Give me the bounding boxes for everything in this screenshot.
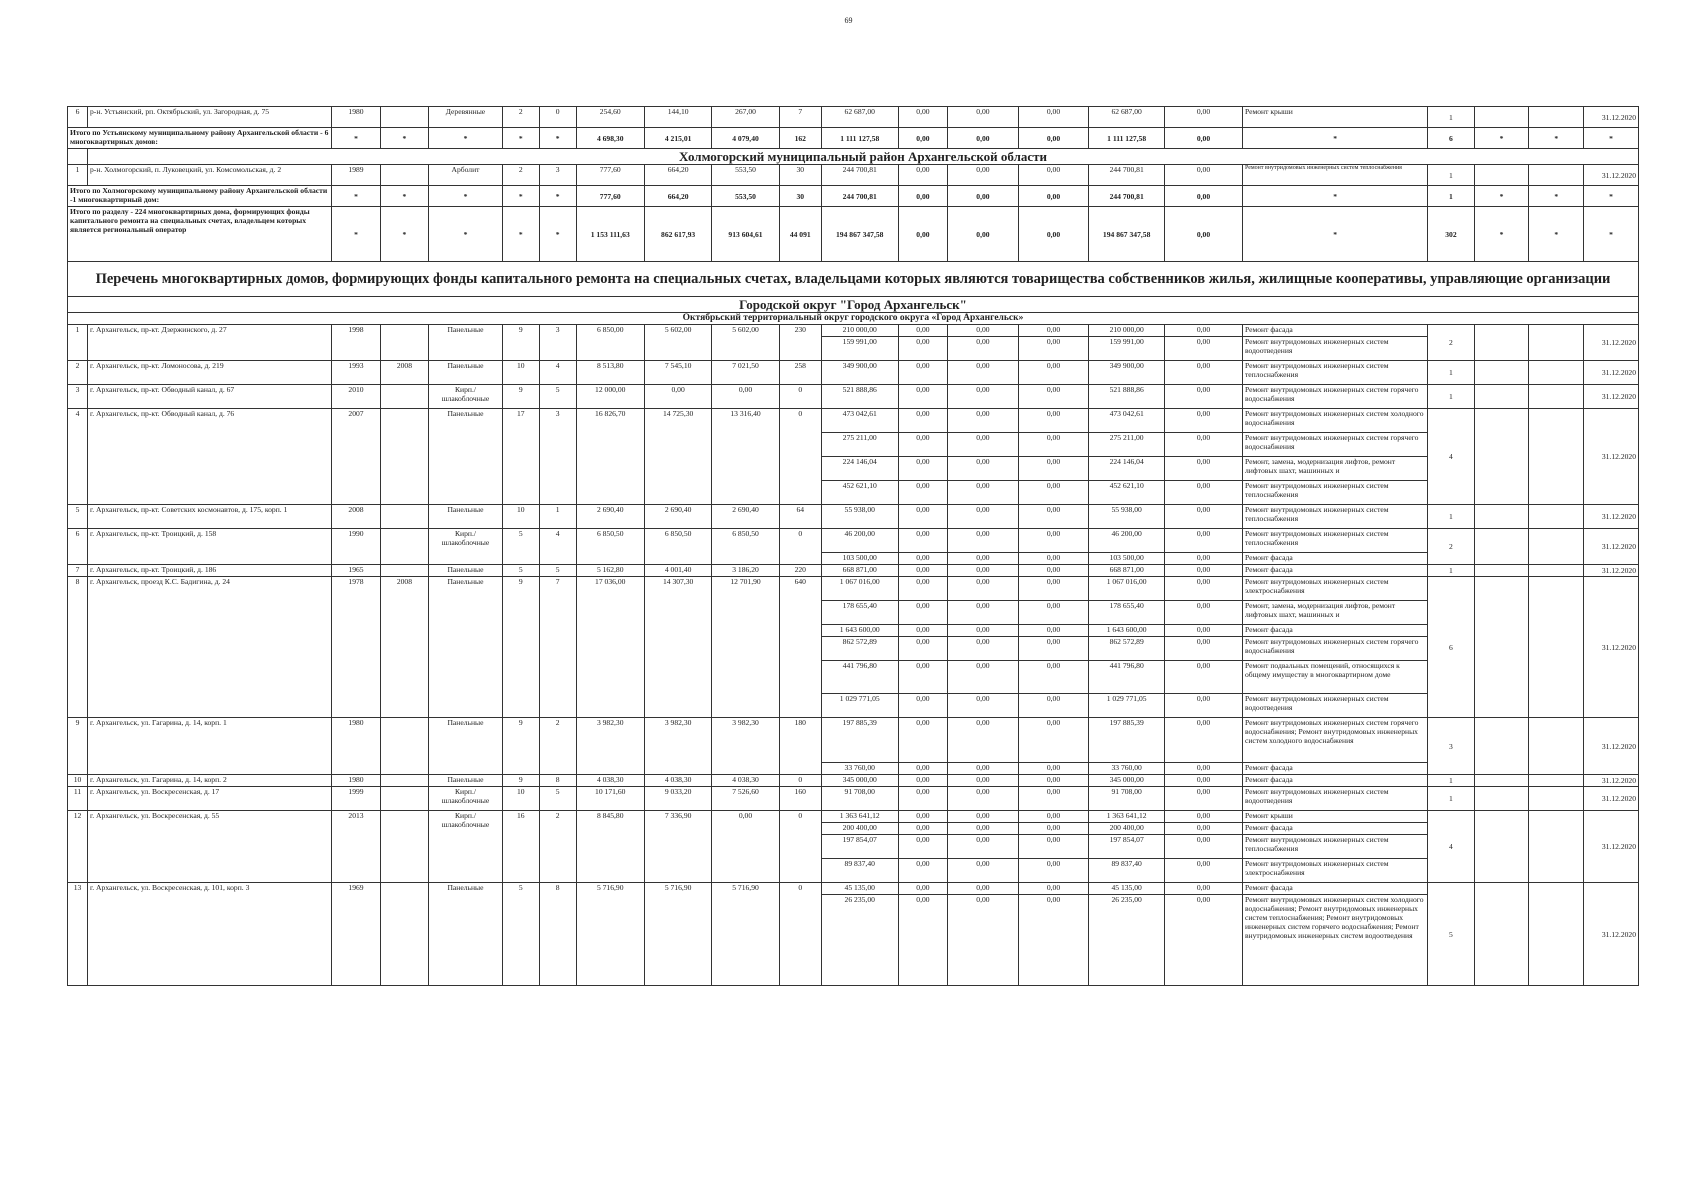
register-table xyxy=(67,106,1639,986)
house-row: 11 г. Архангельск, ул. Воскресенская, д. 17 1999 Кирп./ шлакоблочные 10 5 10 171,60 9 033,20 7 526,60 160 91 708,00 0,00 0,00 0,00 91 708,00 0,00 Ремонт внутридомовых инженерных систем водоотведения 1 31.12.2020 xyxy=(68,787,1639,811)
district-heading: Холмогорский муниципальный район Архангельской области xyxy=(88,149,1639,165)
house-work-row: 224 146,04 0,00 0,00 0,00 224 146,04 0,00 Ремонт, замена, модернизация лифтов, ремонт лифтовых шахт, машинных и xyxy=(68,457,1639,481)
table-row: 6 р-н. Устьянский, рп. Октябрьский, ул. Загородная, д. 75 1980 Деревянные 2 0 254,60 144,10 267,00 7 62 687,00 0,00 0,00 0,00 62 687,00 0,00 Ремонт крыши 1 31.12.2020 xyxy=(68,107,1639,128)
house-work-row: 26 235,00 0,00 0,00 0,00 26 235,00 0,00 Ремонт внутридомовых инженерных систем холодного водоснабжения; Ремонт внутридомовых инженерных систем теплоснабжения; Ремонт внутридомовых инженерных систем горячего водоснабжения; Ремонт внутридомовых инженерных систем водоотведения xyxy=(68,895,1639,986)
house-work-row: 197 854,07 0,00 0,00 0,00 197 854,07 0,00 Ремонт внутридомовых инженерных систем теплоснабжения xyxy=(68,835,1639,859)
page-number: 69 xyxy=(844,16,853,25)
house-row: 8 г. Архангельск, проезд К.С. Бадигина, д. 24 1978 2008 Панельные 9 7 17 036,00 14 307,30 12 701,90 640 1 067 016,00 0,00 0,00 0,00 1 067 016,00 0,00 Ремонт внутридомовых инженерных систем электроснабжения 6 31.12.2020 xyxy=(68,577,1639,601)
house-work-row: 89 837,40 0,00 0,00 0,00 89 837,40 0,00 Ремонт внутридомовых инженерных систем электроснабжения xyxy=(68,859,1639,883)
house-work-row: 441 796,80 0,00 0,00 0,00 441 796,80 0,00 Ремонт подвальных помещений, относящихся к общему имуществу в многоквартирном доме xyxy=(68,661,1639,694)
house-row: 9 г. Архангельск, ул. Гагарина, д. 14, корп. 1 1980 Панельные 9 2 3 982,30 3 982,30 3 982,30 180 197 885,39 0,00 0,00 0,00 197 885,39 0,00 Ремонт внутридомовых инженерных систем горячего водоснабжения; Ремонт внутридомовых инженерных систем холодного водоснабжения 3 31.12.2020 xyxy=(68,718,1639,763)
city-heading: Городской округ "Город Архангельск" xyxy=(68,297,1639,313)
house-row: 4 г. Архангельск, пр-кт. Обводный канал, д. 76 2007 Панельные 17 3 16 826,70 14 725,30 13 316,40 0 473 042,61 0,00 0,00 0,00 473 042,61 0,00 Ремонт внутридомовых инженерных систем холодного водоснабжения 4 31.12.2020 xyxy=(68,409,1639,433)
section-header-row xyxy=(68,149,1639,165)
house-work-row: 103 500,00 0,00 0,00 0,00 103 500,00 0,00 Ремонт фасада xyxy=(68,553,1639,565)
house-row: 13 г. Архангельск, ул. Воскресенская, д. 101, корп. 3 1969 Панельные 5 8 5 716,90 5 716,90 5 716,90 0 45 135,00 0,00 0,00 0,00 45 135,00 0,00 Ремонт фасада 5 31.12.2020 xyxy=(68,883,1639,895)
house-row: 10 г. Архангельск, ул. Гагарина, д. 14, корп. 2 1980 Панельные 9 8 4 038,30 4 038,30 4 038,30 0 345 000,00 0,00 0,00 0,00 345 000,00 0,00 Ремонт фасада 1 31.12.2020 xyxy=(68,775,1639,787)
city-heading-row xyxy=(68,297,1639,313)
house-work-row: 1 643 600,00 0,00 0,00 0,00 1 643 600,00 0,00 Ремонт фасада xyxy=(68,625,1639,637)
house-work-row: 178 655,40 0,00 0,00 0,00 178 655,40 0,00 Ремонт, замена, модернизация лифтов, ремонт лифтовых шахт, машинных и xyxy=(68,601,1639,625)
house-row: 2 г. Архангельск, пр-кт. Ломоносова, д. 219 1993 2008 Панельные 10 4 8 513,80 7 545,10 7 021,50 258 349 900,00 0,00 0,00 0,00 349 900,00 0,00 Ремонт внутридомовых инженерных систем теплоснабжения 1 31.12.2020 xyxy=(68,361,1639,385)
house-work-row: 200 400,00 0,00 0,00 0,00 200 400,00 0,00 Ремонт фасада xyxy=(68,823,1639,835)
house-work-row: 862 572,89 0,00 0,00 0,00 862 572,89 0,00 Ремонт внутридомовых инженерных систем горячего водоснабжения xyxy=(68,637,1639,661)
house-row: 12 г. Архангельск, ул. Воскресенская, д. 55 2013 Кирп./ шлакоблочные 16 2 8 845,80 7 336,90 0,00 0 1 363 641,12 0,00 0,00 0,00 1 363 641,12 0,00 Ремонт крыши 4 31.12.2020 xyxy=(68,811,1639,823)
district-total-row: Итого по Холмогорскому муниципальному району Архангельской области -1 многоквартирный дом: * * * * * 777,60 664,20 553,50 30 244 700,81 0,00 0,00 0,00 244 700,81 0,00 * 1 * * * xyxy=(68,186,1639,207)
list-title-row xyxy=(68,262,1639,297)
okrug-heading: Октябрьский территориальный округ городского округа «Город Архангельск» xyxy=(68,313,1639,325)
house-work-row: 33 760,00 0,00 0,00 0,00 33 760,00 0,00 Ремонт фасада xyxy=(68,763,1639,775)
house-work-row: 452 621,10 0,00 0,00 0,00 452 621,10 0,00 Ремонт внутридомовых инженерных систем теплоснабжения xyxy=(68,481,1639,505)
house-row: 3 г. Архангельск, пр-кт. Обводный канал, д. 67 2010 Кирп./ шлакоблочные 9 5 12 000,00 0,00 0,00 0 521 888,86 0,00 0,00 0,00 521 888,86 0,00 Ремонт внутридомовых инженерных систем горячего водоснабжения 1 31.12.2020 xyxy=(68,385,1639,409)
list-title: Перечень многоквартирных домов, формирующих фонды капитального ремонта на специальных счетах, владельцами которых являются товарищества собственников жилья, жилищные кооперативы, управляющие организации xyxy=(68,262,1639,297)
house-row: 1 г. Архангельск, пр-кт. Дзержинского, д. 27 1998 Панельные 9 3 6 850,00 5 602,00 5 602,00 230 210 000,00 0,00 0,00 0,00 210 000,00 0,00 Ремонт фасада 2 31.12.2020 xyxy=(68,325,1639,337)
okrug-heading-row xyxy=(68,313,1639,325)
house-row: 5 г. Архангельск, пр-кт. Советских космонавтов, д. 175, корп. 1 2008 Панельные 10 1 2 690,40 2 690,40 2 690,40 64 55 938,00 0,00 0,00 0,00 55 938,00 0,00 Ремонт внутридомовых инженерных систем теплоснабжения 1 31.12.2020 xyxy=(68,505,1639,529)
house-work-row: 275 211,00 0,00 0,00 0,00 275 211,00 0,00 Ремонт внутридомовых инженерных систем горячего водоснабжения xyxy=(68,433,1639,457)
district-total-row: Итого по Устьянскому муниципальному району Архангельской области - 6 многоквартирных домов: * * * * * 4 698,30 4 215,01 4 079,40 162 1 111 127,58 0,00 0,00 0,00 1 111 127,58 0,00 * 6 * * * xyxy=(68,128,1639,149)
house-row: 7 г. Архангельск, пр-кт. Троицкий, д. 186 1965 Панельные 5 5 5 162,80 4 001,40 3 186,20 220 668 871,00 0,00 0,00 0,00 668 871,00 0,00 Ремонт фасада 1 31.12.2020 xyxy=(68,565,1639,577)
section-total-row: Итого по разделу - 224 многоквартирных дома, формирующих фонды капитального ремонта на специальных счетах, владельцем которых является региональный оператор * * * * * 1 153 111,63 862 617,93 913 604,61 44 091 194 867 347,58 0,00 0,00 0,00 194 867 347,58 0,00 * 302 * * * xyxy=(68,207,1639,262)
house-row: 6 г. Архангельск, пр-кт. Троицкий, д. 158 1990 Кирп./ шлакоблочные 5 4 6 850,50 6 850,50 6 850,50 0 46 200,00 0,00 0,00 0,00 46 200,00 0,00 Ремонт внутридомовых инженерных систем теплоснабжения 2 31.12.2020 xyxy=(68,529,1639,553)
house-work-row: 1 029 771,05 0,00 0,00 0,00 1 029 771,05 0,00 Ремонт внутридомовых инженерных систем водоотведения xyxy=(68,694,1639,718)
table-row: 1 р-н. Холмогорский, п. Луковецкий, ул. Комсомольская, д. 2 1989 Арболит 2 3 777,60 664,20 553,50 30 244 700,81 0,00 0,00 0,00 244 700,81 0,00 Ремонт внутридомовых инженерных систем теплоснабжения 1 31.12.2020 xyxy=(68,165,1639,186)
houses-list xyxy=(68,325,1639,986)
house-work-row: 159 991,00 0,00 0,00 0,00 159 991,00 0,00 Ремонт внутридомовых инженерных систем водоотведения xyxy=(68,337,1639,361)
